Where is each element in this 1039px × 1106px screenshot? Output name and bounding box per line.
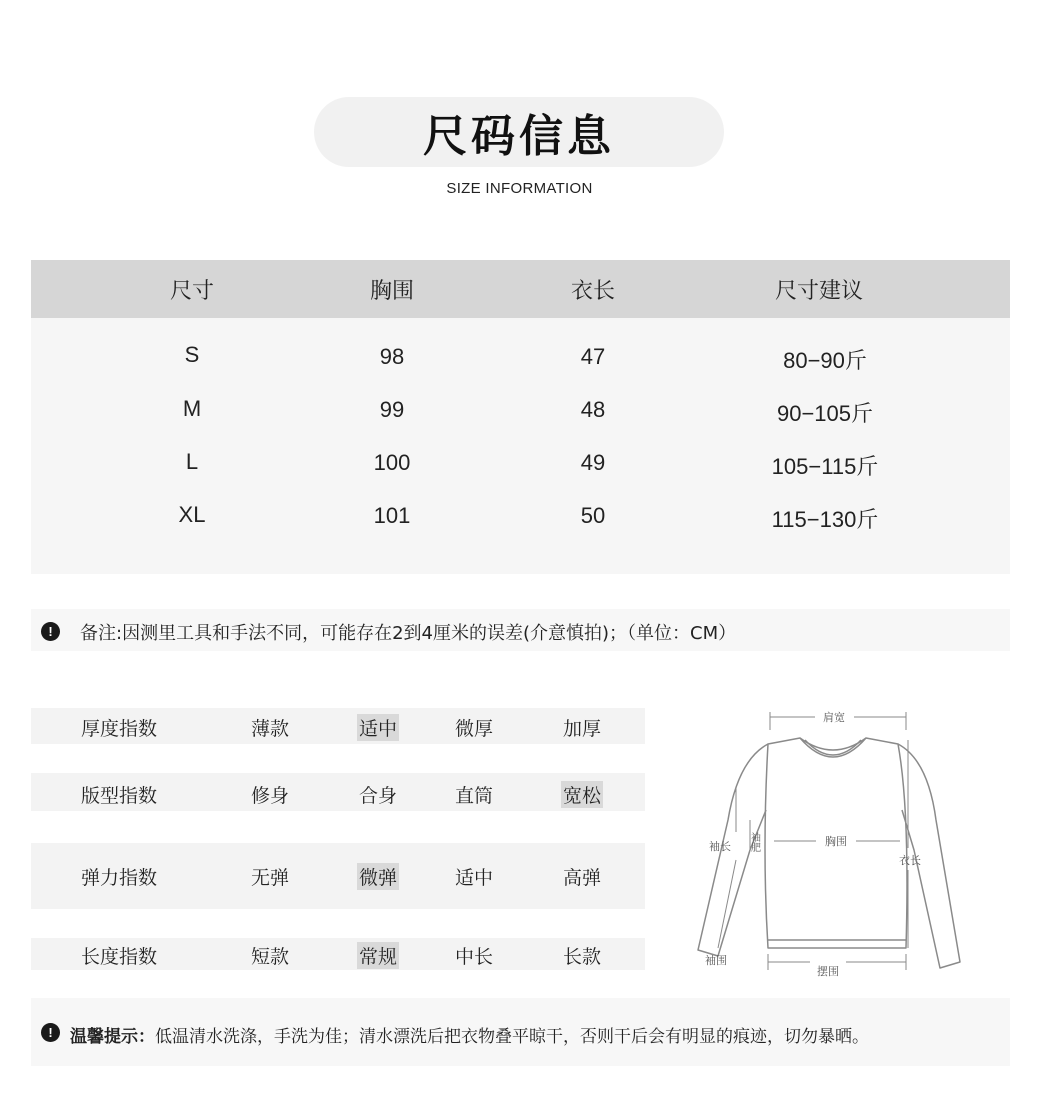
title-pill: [314, 97, 724, 167]
cuff-label: 袖围: [705, 954, 727, 967]
sleeve-width-label: 袖肥: [748, 832, 760, 852]
index-option-selected: 宽松: [561, 781, 603, 808]
page-subtitle: SIZE INFORMATION: [446, 180, 593, 197]
index-label: 版型指数: [81, 785, 158, 807]
sleeve-length-label: 袖长: [709, 840, 731, 853]
page-title: 尺码信息: [423, 111, 615, 162]
hem-label: 摆围: [817, 965, 839, 978]
header-length: 衣长: [570, 279, 616, 304]
tip-label: 温馨提示：: [70, 1027, 155, 1047]
index-option: 合身: [359, 785, 398, 807]
cell-size: L: [185, 449, 199, 474]
cell-suggestion: 105−115斤: [771, 454, 879, 479]
chest-label: 胸围: [825, 835, 847, 848]
index-label: 厚度指数: [81, 718, 158, 740]
index-label: 弹力指数: [81, 867, 158, 889]
size-table: [31, 260, 1010, 574]
cell-suggestion: 90−105斤: [776, 401, 874, 426]
cell-chest: 101: [373, 503, 411, 528]
index-option: 中长: [455, 946, 494, 968]
index-label: 长度指数: [81, 946, 158, 968]
index-option-selected: 常规: [357, 942, 399, 969]
measurement-note: 备注:因测里工具和手法不同，可能存在2到4厘米的误差(介意慎拍)；（单位：CM）: [80, 623, 737, 644]
cell-chest: 100: [373, 450, 411, 475]
index-option: 修身: [251, 785, 290, 807]
cell-length: 47: [580, 344, 606, 369]
length-index-row: [31, 938, 645, 970]
stretch-index-row: [31, 843, 645, 909]
cell-chest: 99: [379, 397, 405, 422]
cell-length: 48: [580, 397, 606, 422]
exclamation-icon: !: [41, 1023, 60, 1042]
header-suggestion: 尺寸建议: [774, 279, 864, 304]
body-length-label: 衣长: [899, 854, 921, 867]
index-option: 薄款: [251, 718, 290, 740]
index-option: 适中: [455, 867, 494, 889]
cell-size: XL: [178, 502, 206, 527]
exclamation-icon: !: [41, 622, 60, 641]
header-size: 尺寸: [169, 279, 215, 304]
index-option: 高弹: [563, 867, 602, 889]
index-option: 加厚: [563, 718, 602, 740]
cell-size: S: [184, 342, 200, 367]
index-option-selected: 适中: [357, 714, 399, 741]
thickness-index-row: [31, 708, 645, 744]
sweater-outline: [698, 738, 960, 968]
index-option: 无弹: [251, 867, 290, 889]
index-option: 直筒: [455, 785, 494, 807]
care-tip: [70, 1022, 869, 1047]
fit-index-row: [31, 773, 645, 811]
size-table-header: [31, 260, 1010, 318]
garment-diagram: [688, 700, 978, 990]
index-option: 短款: [251, 946, 290, 968]
cell-chest: 98: [379, 344, 405, 369]
cell-length: 50: [580, 503, 606, 528]
cell-size: M: [182, 396, 202, 421]
shoulder-label: 肩宽: [823, 711, 845, 724]
cell-length: 49: [580, 450, 606, 475]
index-option: 长款: [563, 946, 602, 968]
index-option-selected: 微弹: [357, 863, 399, 890]
cell-suggestion: 115−130斤: [771, 507, 879, 532]
cell-suggestion: 80−90斤: [783, 348, 867, 373]
header-chest: 胸围: [369, 279, 415, 304]
index-option: 微厚: [455, 718, 494, 740]
tip-content: 低温清水洗涤，手洗为佳；清水漂洗后把衣物叠平晾干，否则干后会有明显的痕迹，切勿暴晒。: [155, 1027, 869, 1047]
